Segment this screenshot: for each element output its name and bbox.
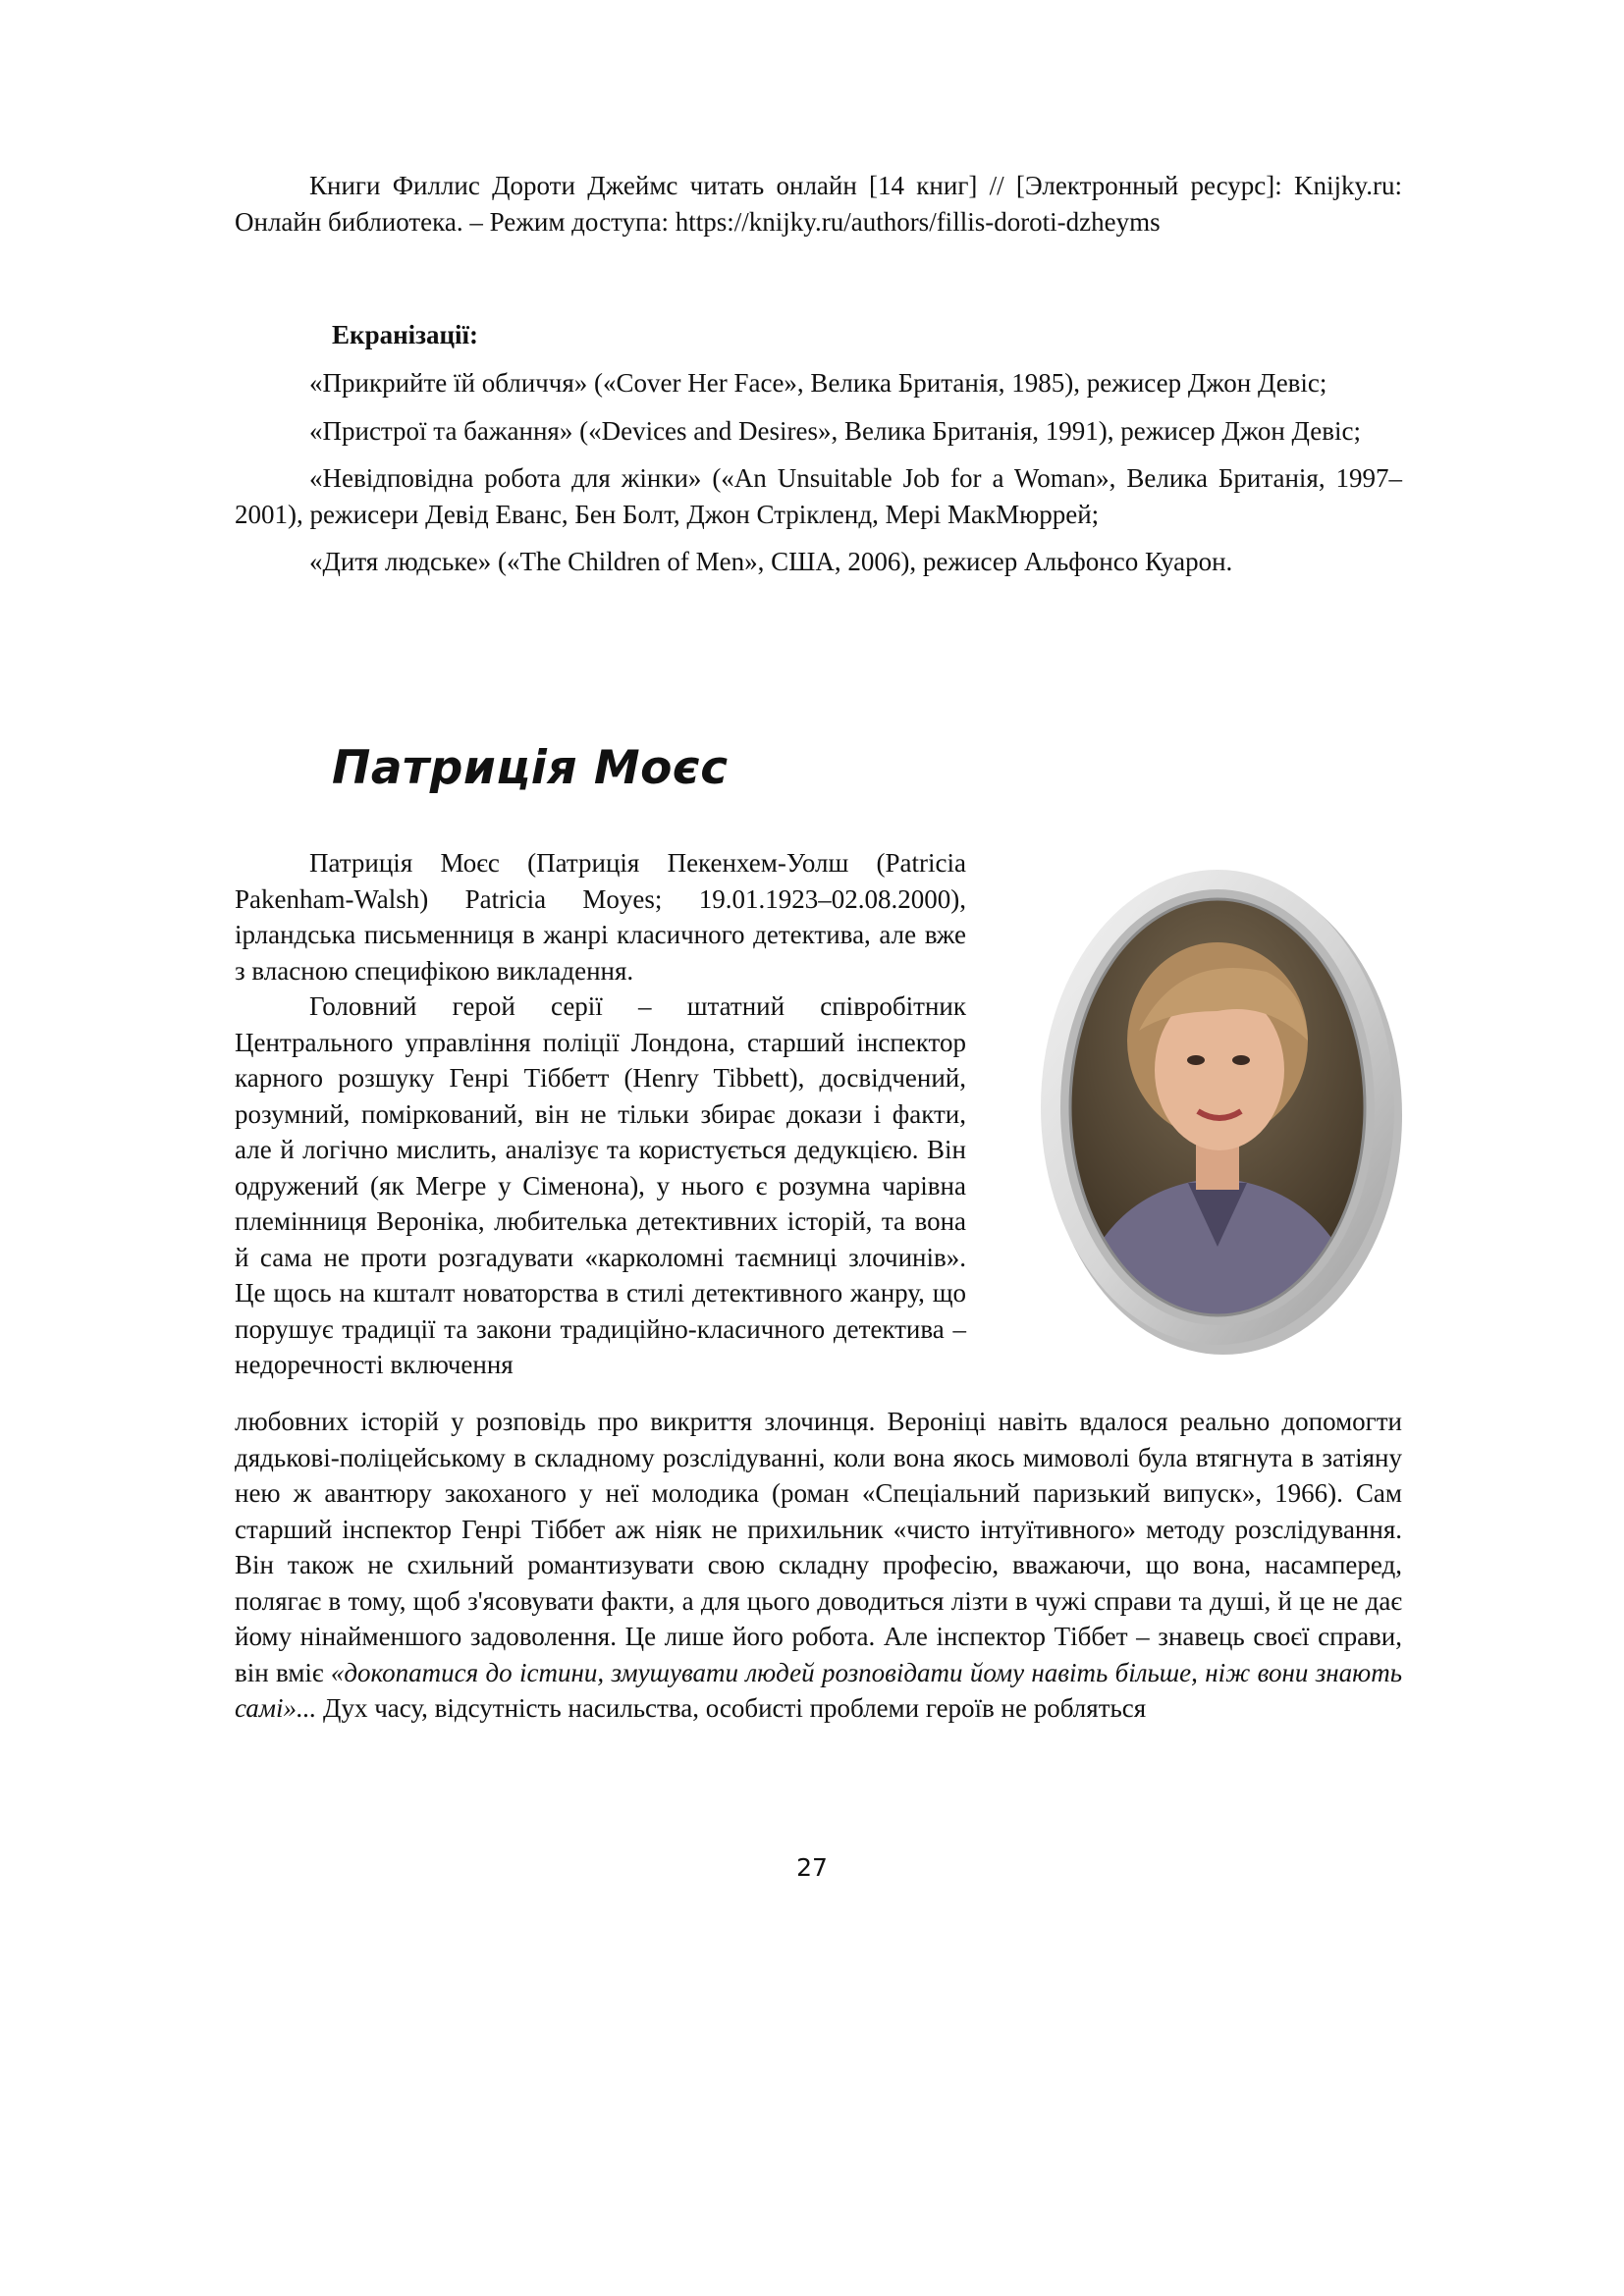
hero-paragraph-continued (235, 1404, 1402, 1727)
closing-text: Дух часу, відсутність насильства, особисті проблеми героїв не робляться (323, 1693, 1147, 1723)
italic-quote: «докопатися до істини, змушувати людей розповідати йому навіть більше, ніж вони знають самі»... (235, 1657, 1402, 1723)
adaptations-heading: Екранізації: (332, 320, 479, 349)
page-number: 27 (796, 1853, 828, 1882)
hero-paragraph-rest: любовних історій у розповідь про викриття злочинця. Вероніці навіть вдалося реально допомогти дядькові-поліцейському в складному розслідуванні, коли вона якось мимоволі була втягнута в затіяну нею ж авантюру закоханого у неї молодика (роман «Спеціальний паризький випуск», 1966). Сам старший інспектор Генрі Тіббет аж ніяк не прихильник «чисто інтуїтивного» методу розслідування. Він також не схильний романтизувати свою складну професію, вважаючи, що вона, насамперед, полягає в тому, щоб з'ясовувати факти, а для цього доводиться лізти в чужі справи та душі, й це не дає йому нінайменшого задоволення. Це лише його робота. Але інспектор Тіббет – знавець своєї справи, він вміє (235, 1407, 1402, 1687)
adaptation-item: «Прикрийте їй обличчя» («Cover Her Face», Велика Британія, 1985), режисер Джон Девіс; (309, 368, 1327, 398)
adaptation-item: «Дитя людське» («The Children of Men», США, 2006), режисер Альфонсо Куарон. (309, 547, 1233, 576)
full-width-text-block (235, 1404, 1402, 1727)
section-title: Патриція Моєс (332, 741, 729, 795)
bibliographic-reference: Книги Филлис Дороти Джеймс читать онлайн [14 книг] // [Электронный ресурс]: Knijky.ru: Онлайн библиотека. – Режим доступа: https://knijky.ru/authors/fillis-doroti-dzheyms (235, 171, 1402, 237)
hero-paragraph-start: Головний герой серії – штатний співробітник Центрального управління поліції Лондона, старший інспектор карного розшуку Генрі Тіббетт (Henry Tibbett), досвідчений, розумний, поміркований, він не тільки збирає докази і факти, але й логічно мислить, аналізує та користується дедукцією. Він одружений (як Мегре у Сіменона), у нього є розумна чарівна племінниця Вероніка, любителька детективних історій, та вона й сама не проти розгадувати «карколомні таємниці злочинів». Це щось на кшталт новаторства в стилі детективного жанру, що порушує традиції та закони традиційно-класичного детектива – недоречності включення (235, 991, 966, 1379)
adaptations-list (235, 365, 1402, 592)
intro-paragraph: Патриція Моєс (Патриція Пекенхем-Уолш (Patricia Pakenham-Walsh) Patricia Moyes; 19.01.1923–02.08.2000), ірландська письменниця в жанрі класичного детектива, але вже з власною специфікою викладення. (235, 848, 966, 986)
portrait-image (1031, 854, 1404, 1364)
wrapped-text-block (235, 845, 966, 1383)
author-portrait-frame (1031, 854, 1404, 1364)
adaptation-item: «Невідповідна робота для жінки» («An Unsuitable Job for a Woman», Велика Британія, 1997–2001), режисери Девід Еванс, Бен Болт, Джон Стрікленд, Мері МакМюррей; (235, 463, 1402, 529)
adaptation-item: «Пристрої та бажання» («Devices and Desires», Велика Британія, 1991), режисер Джон Девіс; (309, 415, 1361, 446)
